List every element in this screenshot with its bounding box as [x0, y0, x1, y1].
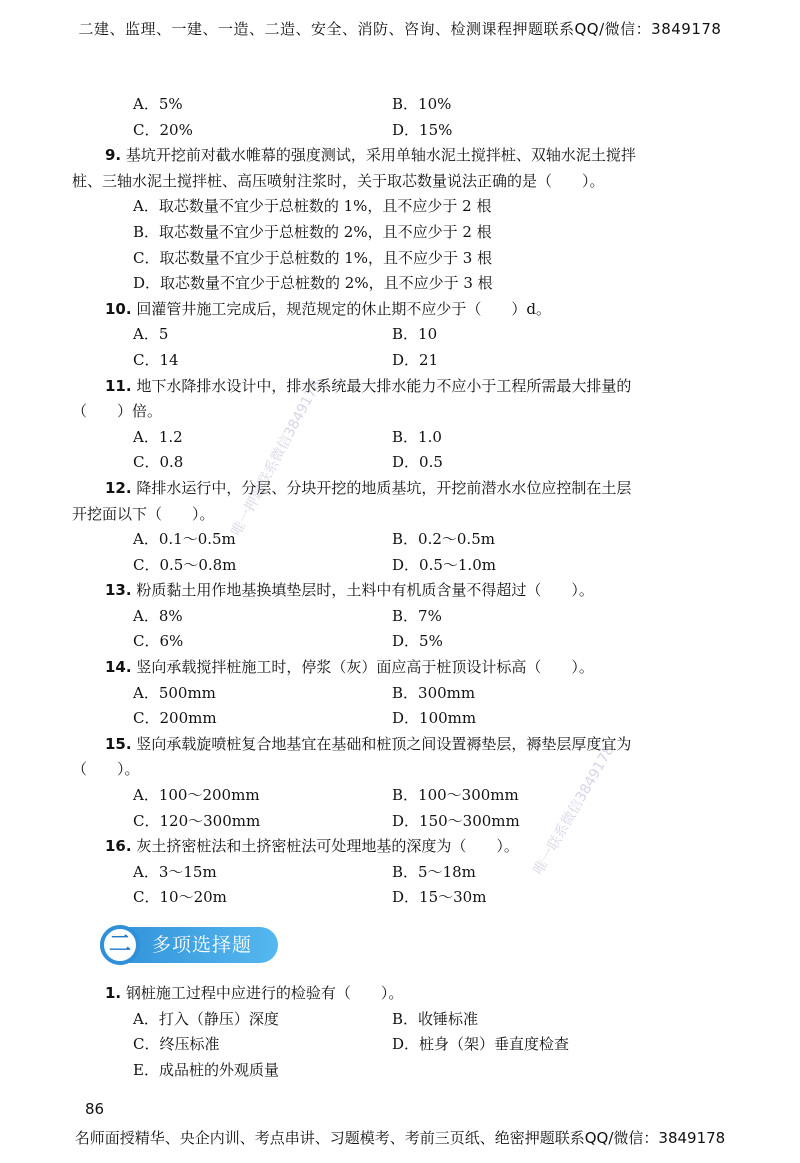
watermark: 唯一押题联系微信3849178 [228, 377, 325, 539]
option-b: B．10 [392, 325, 438, 344]
option-c: C．取芯数量不宜少于总桩数的 1%，且不应少于 3 根 [133, 248, 493, 267]
option-a: A．取芯数量不宜少于总桩数的 1%，且不应少于 2 根 [133, 197, 492, 216]
page-footer: 名师面授精华、央企内训、考点串讲、习题模考、考前三页纸、绝密押题联系QQ/微信：3849178 [74, 1129, 726, 1147]
option-d: D．21 [392, 350, 439, 369]
option-row [0, 118, 800, 144]
option-a: A．打入（静压）深度 [133, 1009, 279, 1028]
question-9-stem [0, 143, 800, 169]
question-number: 14. [105, 658, 132, 677]
option-row [0, 348, 800, 374]
question-12-stem [0, 476, 800, 502]
option-c: C．10～20m [133, 888, 227, 907]
option-b: B．取芯数量不宜少于总桩数的 2%，且不应少于 2 根 [133, 222, 492, 241]
option-b: B．5～18m [392, 862, 476, 881]
question-text: 竖向承载搅拌桩施工时，停浆（灰）面应高于桩顶设计标高（ ）。 [136, 658, 594, 677]
question-text: 竖向承载旋喷桩复合地基宜在基础和桩顶之间设置褥垫层，褥垫层厚度宜为 [136, 734, 632, 753]
option-c: C．200mm [133, 709, 217, 728]
question-number: 13. [105, 581, 132, 600]
option-d: D．150～300mm [392, 811, 520, 830]
option-row [0, 809, 800, 835]
option-row [0, 783, 800, 809]
question-number: 11. [105, 376, 132, 395]
option-b: B．0.2～0.5m [392, 530, 495, 549]
option-d: D．100mm [392, 709, 477, 728]
option-a: A．1.2 [133, 427, 183, 446]
option-d: D．15～30m [392, 888, 487, 907]
option-c: C．终压标准 [133, 1035, 220, 1054]
question-9-stem-cont: 桩、三轴水泥土搅拌桩、高压喷射注浆时，关于取芯数量说法正确的是（ ）。 [72, 171, 605, 190]
option-c: C．0.8 [133, 453, 184, 472]
option-row [0, 885, 800, 911]
question-number: 1. [105, 984, 122, 1002]
section-number: 二 [100, 925, 140, 965]
option-d: D．取芯数量不宜少于总桩数的 2%，且不应少于 3 根 [133, 274, 493, 293]
watermark: 唯一联系微信3849178 [530, 742, 618, 878]
option-row [0, 527, 800, 553]
option-d: D．5% [392, 632, 443, 651]
question-text: 降排水运行中，分层、分块开挖的地质基坑，开挖前潜水水位应控制在土层 [136, 478, 632, 497]
question-11-stem-cont: （ ）倍。 [72, 402, 163, 421]
option-row [0, 425, 800, 451]
option-d: D．0.5～1.0m [392, 555, 496, 574]
question-16-stem [0, 834, 800, 860]
question-12-stem-cont: 开挖面以下（ ）。 [72, 504, 215, 523]
option-c: C．14 [133, 350, 179, 369]
question-text: 灰土挤密桩法和土挤密桩法可处理地基的深度为（ ）。 [136, 837, 519, 856]
question-number: 16. [105, 837, 132, 856]
option-a: A．8% [133, 606, 183, 625]
option-a: A．0.1～0.5m [133, 530, 236, 549]
section-title: 多项选择题 [152, 934, 253, 956]
question-10-stem [0, 297, 800, 323]
option-c: C．6% [133, 632, 184, 651]
question-number: 12. [105, 478, 132, 497]
option-a: A．5 [133, 325, 169, 344]
option-c: C．0.5～0.8m [133, 555, 237, 574]
question-number: 9. [105, 146, 122, 165]
multi-question-1-stem [0, 981, 800, 1007]
option-row [0, 681, 800, 707]
option-b: B．收锤标准 [392, 1009, 479, 1028]
section-header [0, 917, 800, 981]
option-c: C．20% [133, 120, 193, 139]
option-e: E．成品桩的外观质量 [133, 1060, 279, 1079]
option-d: D．桩身（架）垂直度检查 [392, 1035, 570, 1054]
question-text: 粉质黏土用作地基换填垫层时，土料中有机质含量不得超过（ ）。 [136, 581, 594, 600]
option-d: D．15% [392, 120, 453, 139]
page-header: 二建、监理、一建、一造、二造、安全、消防、咨询、检测课程押题联系QQ/微信：3849178 [78, 20, 722, 38]
question-text: 钢桩施工过程中应进行的检验有（ ）。 [125, 984, 404, 1002]
page-content [0, 92, 800, 1083]
option-row [0, 629, 800, 655]
option-b: B．10% [392, 95, 452, 113]
option-b: B．1.0 [392, 427, 442, 446]
option-row [0, 1007, 800, 1033]
option-a: A．5% [133, 95, 183, 113]
option-row [0, 322, 800, 348]
option-b: B．100～300mm [392, 786, 519, 805]
option-a: A．500mm [133, 683, 216, 702]
question-15-stem [0, 732, 800, 758]
option-row [0, 553, 800, 579]
option-row [0, 1032, 800, 1058]
option-b: B．300mm [392, 683, 476, 702]
option-a: A．100～200mm [133, 786, 260, 805]
option-a: A．3～15m [133, 862, 217, 881]
question-number: 10. [105, 299, 132, 318]
option-row [0, 860, 800, 886]
question-text: 基坑开挖前对截水帷幕的强度测试，采用单轴水泥土搅拌桩、双轴水泥土搅拌 [125, 146, 636, 165]
page-number: 86 [85, 1100, 105, 1118]
question-13-stem [0, 578, 800, 604]
option-c: C．120～300mm [133, 811, 261, 830]
option-row [0, 706, 800, 732]
question-text: 地下水降排水设计中，排水系统最大排水能力不应小于工程所需最大排量的 [136, 376, 632, 395]
option-b: B．7% [392, 606, 442, 625]
option-d: D．0.5 [392, 453, 443, 472]
option-row [0, 92, 800, 118]
question-11-stem [0, 374, 800, 400]
question-text: 回灌管井施工完成后，规范规定的休止期不应少于（ ）d。 [136, 299, 551, 318]
question-14-stem [0, 655, 800, 681]
option-row [0, 450, 800, 476]
question-number: 15. [105, 734, 132, 753]
question-15-stem-cont: （ ）。 [72, 760, 140, 779]
option-row [0, 604, 800, 630]
